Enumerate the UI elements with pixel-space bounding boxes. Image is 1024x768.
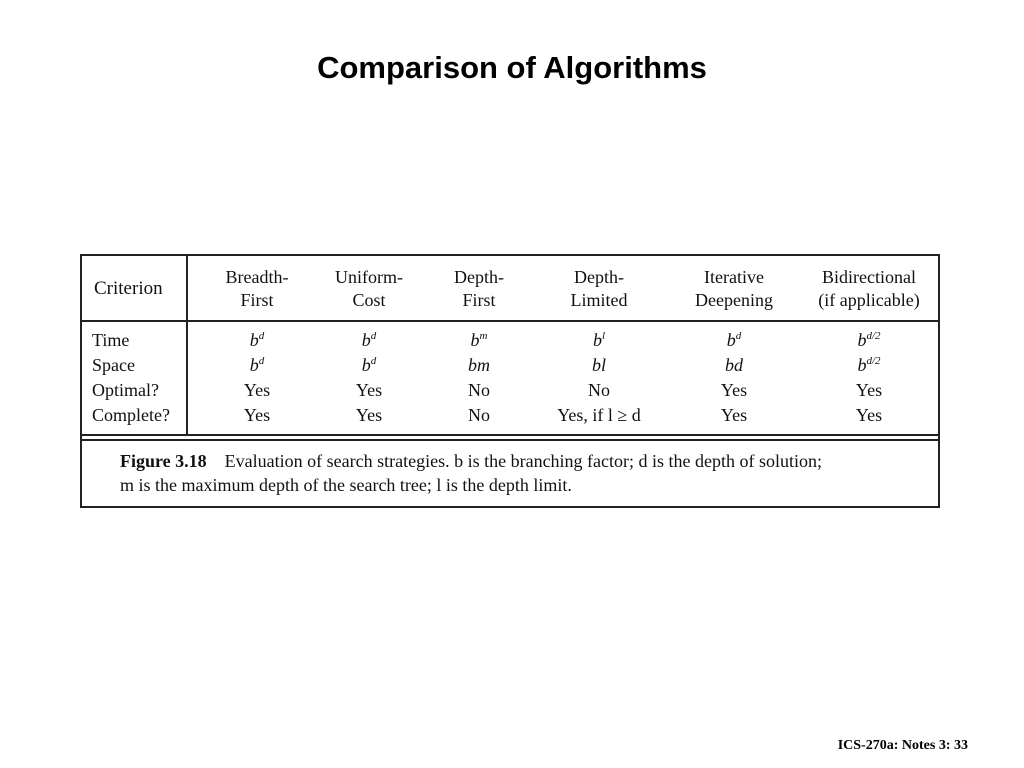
col-header-bidirectional: [804, 266, 934, 312]
col-header-iterative-deepening: [674, 266, 794, 312]
table-cell: bm: [468, 355, 490, 375]
table-cell: Yes: [355, 405, 383, 425]
table-cell: bd: [725, 355, 743, 375]
table-cell: Yes, if l ≥ d: [557, 405, 641, 425]
table-cell: Yes: [855, 405, 883, 425]
table-cell: $b^m$: [470, 330, 488, 350]
table-cell: No: [468, 405, 490, 425]
table-cell: $b^d$: [249, 330, 265, 350]
table-cell: $b^{d/2}$: [857, 355, 881, 375]
col-header-line2: Deepening: [695, 290, 773, 310]
col-header-depth-limited: [534, 266, 664, 312]
table-cell: Yes: [720, 380, 748, 400]
table-cell: No: [468, 380, 490, 400]
col-header-line1: Depth-: [454, 267, 504, 287]
row-label-time: Time: [92, 330, 130, 350]
comparison-figure: [80, 254, 940, 508]
table-cell: $b^d$: [249, 355, 265, 375]
col-header-line1: Uniform-: [335, 267, 403, 287]
table-column-divider: [186, 256, 188, 436]
col-header-uniform-cost: [314, 266, 424, 312]
caption-line-2: m is the maximum depth of the search tree; l is the depth limit.: [120, 475, 572, 495]
col-header-line1: Depth-: [574, 267, 624, 287]
figure-caption: [120, 449, 930, 497]
col-header-line1: Iterative: [704, 267, 764, 287]
slide-title: Comparison of Algorithms: [317, 50, 707, 85]
table-bottom-rule: [82, 434, 938, 436]
table-cell: Yes: [855, 380, 883, 400]
col-header-line1: Bidirectional: [822, 267, 916, 287]
row-label-complete: Complete?: [92, 405, 170, 425]
table-cell: $b^d$: [361, 330, 377, 350]
col-header-line2: Limited: [570, 290, 628, 310]
table-cell: $b^d$: [726, 330, 742, 350]
table-cell: Yes: [243, 405, 271, 425]
col-header-line1: Breadth-: [225, 267, 289, 287]
row-label-optimal: Optimal?: [92, 380, 159, 400]
col-header-breadth-first: [202, 266, 312, 312]
col-header-line2: Cost: [352, 290, 386, 310]
col-header-line2: First: [240, 290, 274, 310]
slide-footer: ICS-270a: Notes 3: 33: [837, 738, 968, 753]
col-header-line2: First: [462, 290, 496, 310]
table-cell: No: [588, 380, 610, 400]
table-cell: $b^{d/2}$: [857, 330, 881, 350]
table-cell: Yes: [243, 380, 271, 400]
criterion-header: Criterion: [94, 278, 163, 299]
figure-number: Figure 3.18: [120, 451, 207, 471]
row-label-space: Space: [92, 355, 135, 375]
table-cell: bl: [591, 355, 606, 375]
table-bottom-rule-thin: [82, 439, 938, 441]
table-cell: $b^l$: [592, 330, 606, 350]
caption-text-1: Evaluation of search strategies. b is the branching factor; d is the depth of solution;: [224, 451, 823, 471]
table-cell: Yes: [720, 405, 748, 425]
table-cell: $b^d$: [361, 355, 377, 375]
table-cell: Yes: [355, 380, 383, 400]
col-header-line2: (if applicable): [818, 290, 920, 310]
caption-line-1: [120, 449, 930, 473]
table-header-divider: [82, 320, 938, 322]
col-header-depth-first: [424, 266, 534, 312]
